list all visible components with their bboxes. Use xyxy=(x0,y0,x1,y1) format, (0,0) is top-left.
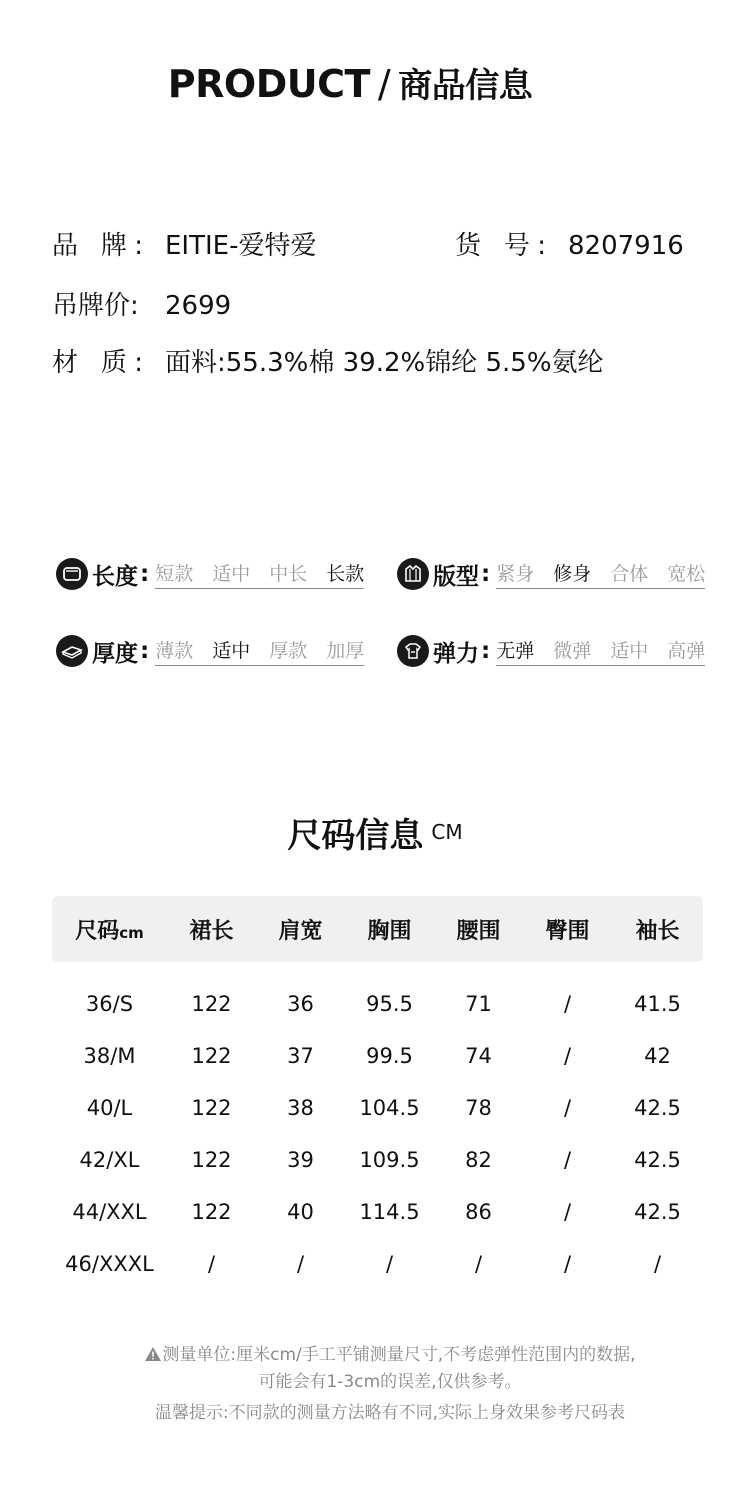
info-row-price xyxy=(52,288,231,324)
table-cell: 44/XXL xyxy=(72,1200,147,1224)
title-en: PRODUCT xyxy=(167,62,370,106)
attr-thickness: 厚度 : 薄款 适中 厚款 加厚 xyxy=(56,633,364,669)
note-line-1: 测量单位:厘米cm/手工平铺测量尺寸,不考虑弹性范围内的数据, xyxy=(162,1345,636,1365)
attr-thickness-option: 加厚 xyxy=(326,640,365,662)
table-row xyxy=(52,962,703,1030)
col-header-size: 尺码cm xyxy=(75,918,144,944)
table-cell: 122 xyxy=(191,992,232,1016)
col-header-sleeve: 袖长 xyxy=(635,918,680,944)
attr-elasticity-options xyxy=(496,636,705,666)
page-title xyxy=(0,58,700,107)
size-table-header xyxy=(52,896,703,962)
table-cell: 42.5 xyxy=(634,1148,681,1172)
table-cell: 38 xyxy=(287,1096,314,1120)
col-header-shoulder: 肩宽 xyxy=(278,918,323,944)
table-row xyxy=(52,1186,703,1238)
table-cell: 42 xyxy=(644,1044,671,1068)
attr-length-option: 中长 xyxy=(269,563,308,585)
table-cell: / xyxy=(563,1044,572,1068)
table-cell: / xyxy=(207,1252,216,1276)
measurement-note xyxy=(0,1340,750,1365)
table-cell: 36/S xyxy=(85,992,134,1016)
sku-value: 8207916 xyxy=(568,231,684,261)
col-header-length: 裙长 xyxy=(189,918,234,944)
attr-elasticity: 弹力 : 无弹 微弹 适中 高弹 xyxy=(397,633,705,669)
sku-label: 货 号: xyxy=(455,231,546,261)
table-cell: 39 xyxy=(287,1148,314,1172)
attr-length-label: 长度 xyxy=(92,563,138,590)
attr-elasticity-option-selected: 无弹 xyxy=(496,640,535,662)
attr-elasticity-option: 微弹 xyxy=(553,640,592,662)
attr-thickness-options xyxy=(155,636,364,666)
material-value: 面料:55.3%棉 39.2%锦纶 5.5%氨纶 xyxy=(165,348,604,378)
size-title-unit: CM xyxy=(431,820,463,844)
attr-thickness-option-selected: 适中 xyxy=(212,640,251,662)
table-cell: / xyxy=(563,992,572,1016)
attr-fit-label: 版型 xyxy=(433,563,479,590)
table-cell: / xyxy=(563,1148,572,1172)
shirt-fit-icon xyxy=(397,558,429,590)
attr-elasticity-option: 适中 xyxy=(610,640,649,662)
table-cell: 122 xyxy=(191,1044,232,1068)
table-cell: 78 xyxy=(465,1096,492,1120)
attr-length-option-selected: 长款 xyxy=(326,563,365,585)
col-header-chest: 胸围 xyxy=(367,918,412,944)
col-header-hip: 臀围 xyxy=(545,918,590,944)
note-line-2: 可能会有1-3cm的误差,仅供参考。 xyxy=(258,1372,522,1392)
attr-fit-options xyxy=(496,559,705,589)
brand-label: 品 牌: xyxy=(52,231,143,261)
table-cell: 37 xyxy=(287,1044,314,1068)
attr-elasticity-option: 高弹 xyxy=(667,640,706,662)
table-row xyxy=(52,1082,703,1134)
table-cell: / xyxy=(653,1252,662,1276)
table-cell: 99.5 xyxy=(366,1044,413,1068)
attr-thickness-label: 厚度 xyxy=(92,640,138,667)
table-cell: / xyxy=(563,1096,572,1120)
brand-value: EITIE-爱特爱 xyxy=(165,231,317,261)
col-header-waist: 腰围 xyxy=(456,918,501,944)
table-row xyxy=(52,1134,703,1186)
table-cell: 41.5 xyxy=(634,992,681,1016)
info-row-sku xyxy=(455,228,684,264)
table-row xyxy=(52,1030,703,1082)
price-value: 2699 xyxy=(165,291,232,321)
attr-fit-option: 宽松 xyxy=(667,563,706,585)
fabric-thickness-icon xyxy=(56,635,88,667)
table-cell: 114.5 xyxy=(359,1200,420,1224)
title-zh: 商品信息 xyxy=(398,66,533,106)
table-cell: 122 xyxy=(191,1200,232,1224)
note-line-3: 温馨提示:不同款的测量方法略有不同,实际上身效果参考尺码表 xyxy=(154,1403,626,1423)
table-cell: 42/XL xyxy=(79,1148,140,1172)
table-cell: 46/XXXL xyxy=(65,1252,154,1276)
table-cell: / xyxy=(385,1252,394,1276)
table-cell: 122 xyxy=(191,1096,232,1120)
table-cell: / xyxy=(474,1252,483,1276)
attr-fit-option: 紧身 xyxy=(496,563,535,585)
material-label: 材 质: xyxy=(52,348,143,378)
attr-thickness-option: 薄款 xyxy=(155,640,194,662)
table-cell: 71 xyxy=(465,992,492,1016)
size-table xyxy=(52,896,703,1290)
title-separator: / xyxy=(377,62,391,106)
attr-fit-option-selected: 修身 xyxy=(553,563,592,585)
table-cell: 40 xyxy=(287,1200,314,1224)
table-row xyxy=(52,1238,703,1290)
attr-fit: 版型 : 紧身 修身 合体 宽松 xyxy=(397,556,705,592)
table-cell: / xyxy=(296,1252,305,1276)
size-title-text: 尺码信息 xyxy=(287,816,424,856)
table-cell: 74 xyxy=(465,1044,492,1068)
attr-length-options xyxy=(155,559,364,589)
table-cell: 36 xyxy=(287,992,314,1016)
attr-length: 长度 : 短款 适中 中长 长款 xyxy=(56,556,364,592)
table-cell: / xyxy=(563,1252,572,1276)
table-cell: 122 xyxy=(191,1148,232,1172)
table-cell: 42.5 xyxy=(634,1096,681,1120)
table-cell: 86 xyxy=(465,1200,492,1224)
table-cell: 95.5 xyxy=(366,992,413,1016)
attr-length-option: 短款 xyxy=(155,563,194,585)
table-cell: 109.5 xyxy=(359,1148,420,1172)
stretch-shirt-icon xyxy=(397,635,429,667)
attr-elasticity-label: 弹力 xyxy=(433,640,479,667)
table-cell: 38/M xyxy=(83,1044,136,1068)
table-cell: / xyxy=(563,1200,572,1224)
info-row-brand xyxy=(52,228,316,264)
table-cell: 40/L xyxy=(86,1096,133,1120)
info-row-material xyxy=(52,345,604,381)
warning-icon xyxy=(144,1346,162,1362)
size-section-title xyxy=(0,808,750,857)
table-cell: 104.5 xyxy=(359,1096,420,1120)
price-label: 吊牌价: xyxy=(52,291,139,321)
attr-length-option: 适中 xyxy=(212,563,251,585)
table-cell: 82 xyxy=(465,1148,492,1172)
attr-thickness-option: 厚款 xyxy=(269,640,308,662)
skirt-length-icon xyxy=(56,558,88,590)
table-cell: 42.5 xyxy=(634,1200,681,1224)
attr-fit-option: 合体 xyxy=(610,563,649,585)
